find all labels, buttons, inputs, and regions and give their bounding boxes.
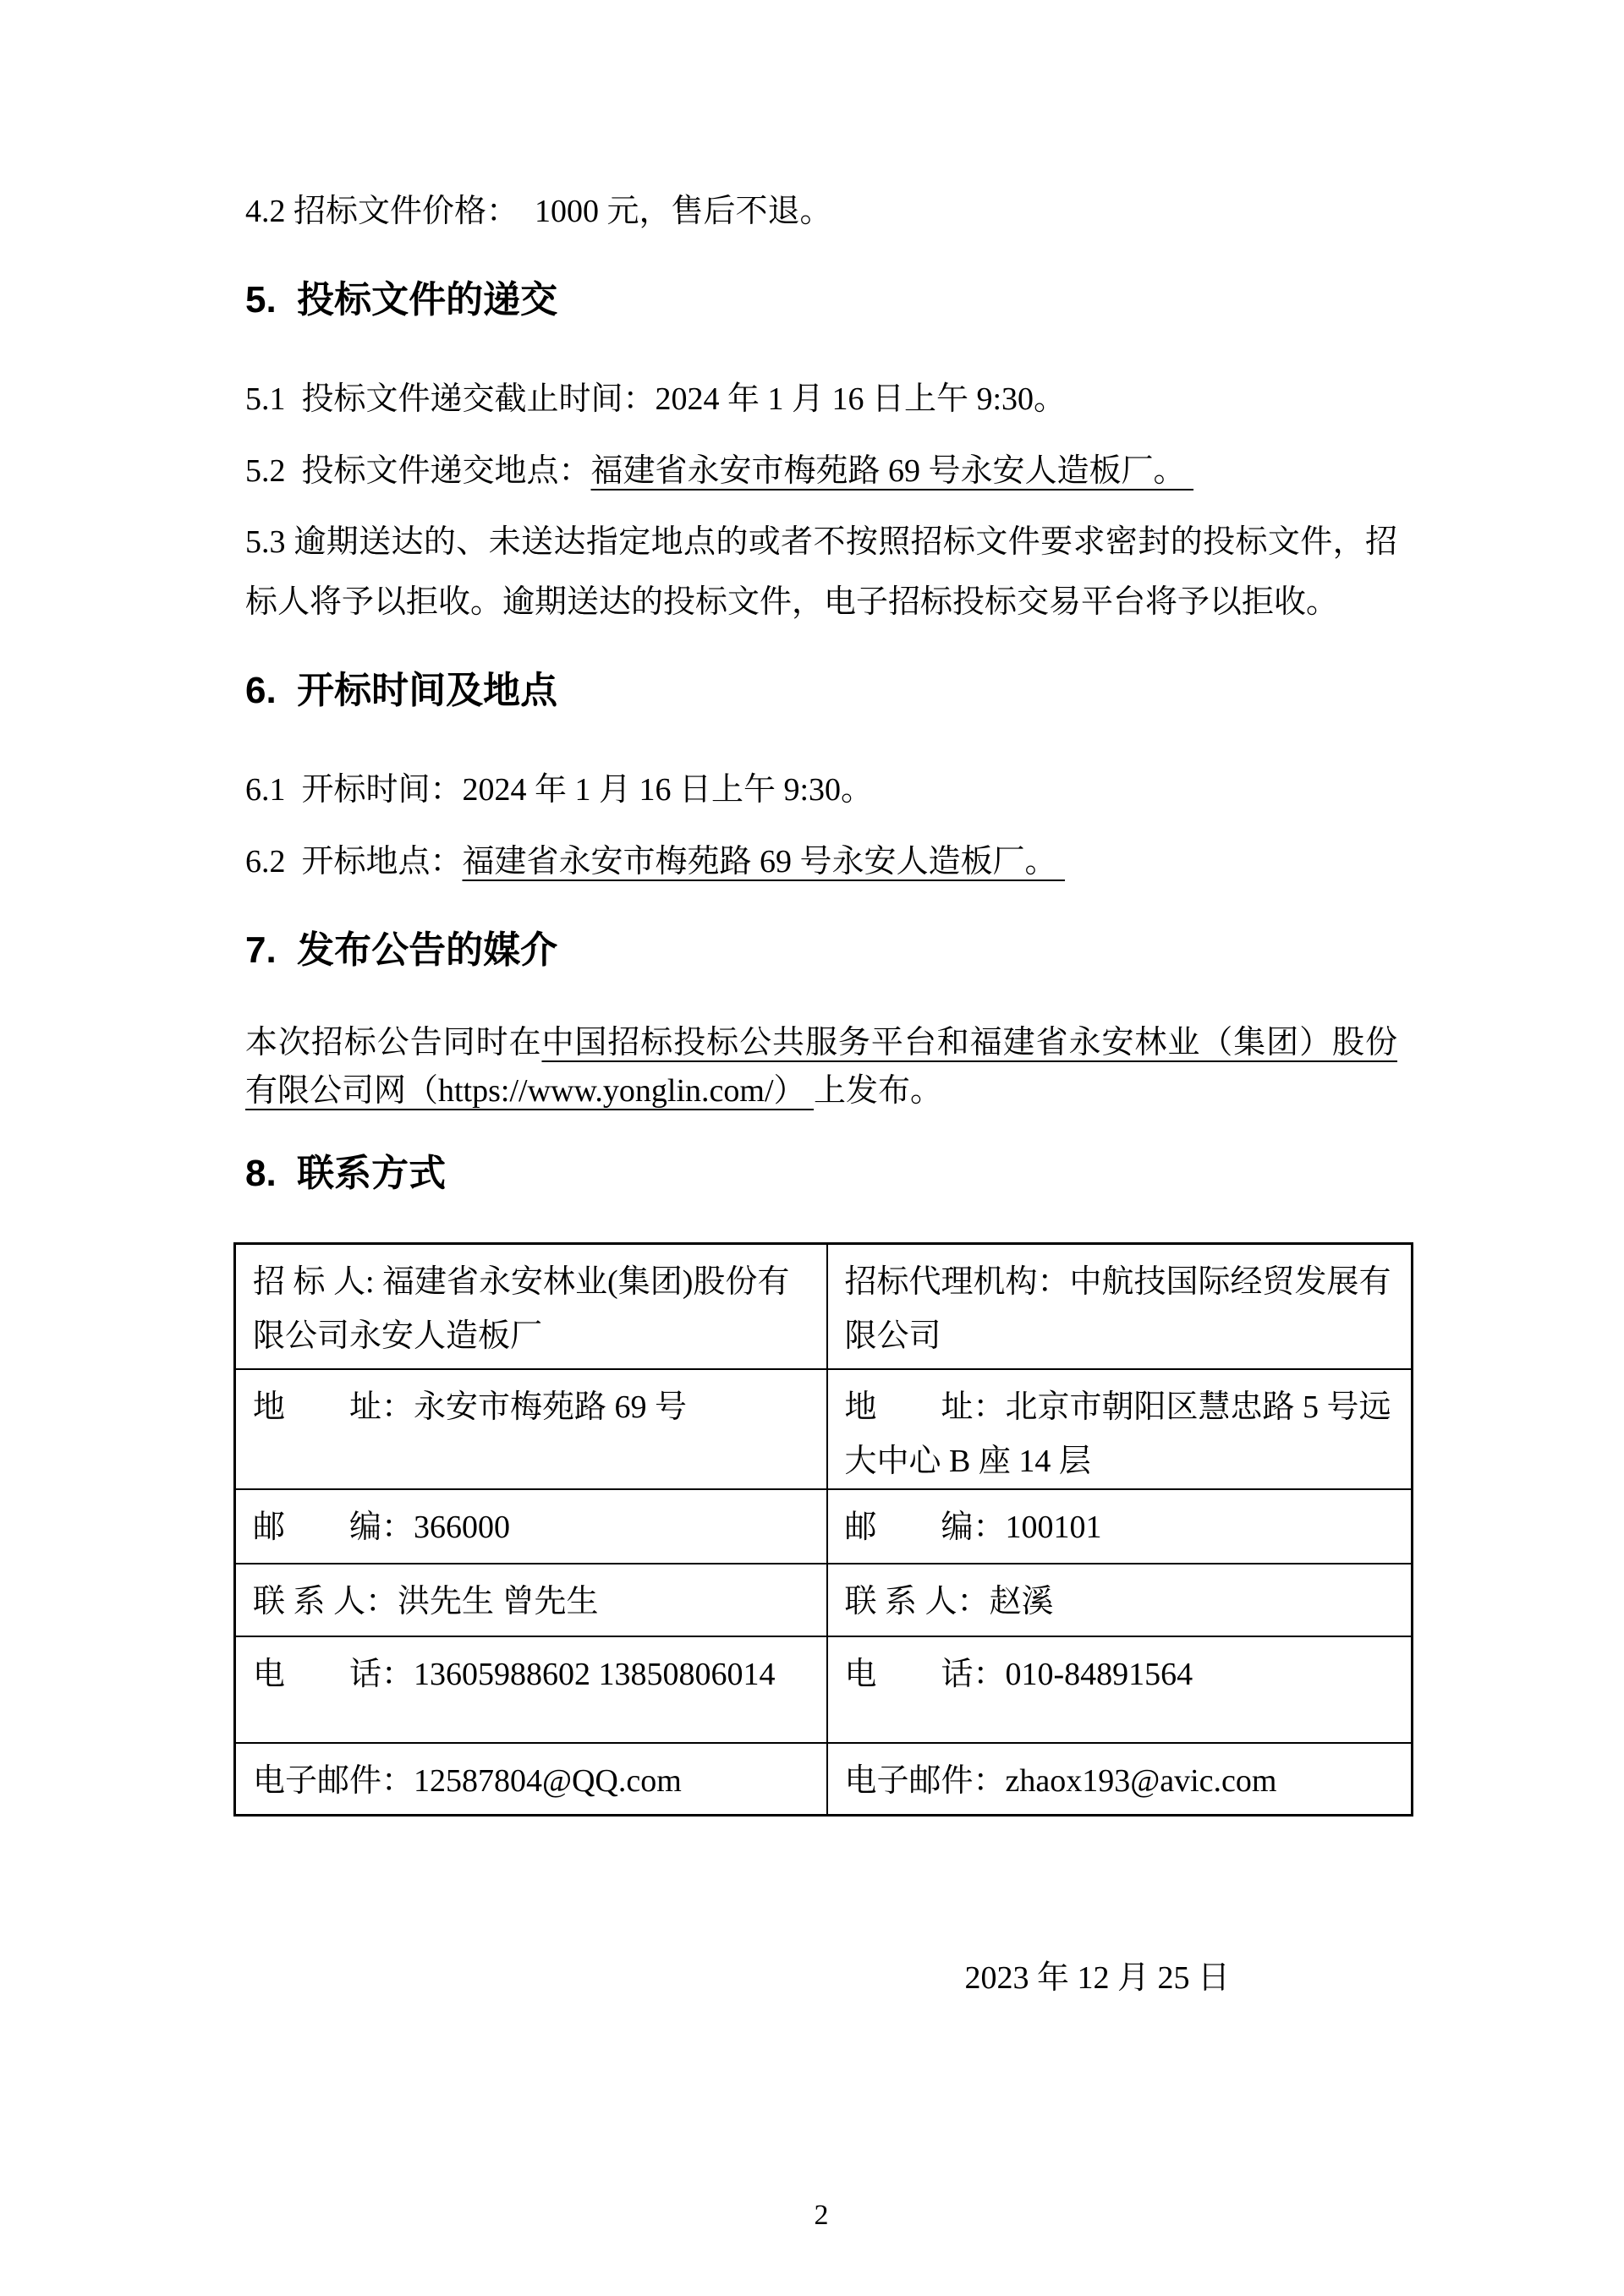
- clause-5-1: 5.1 投标文件递交截止时间：2024 年 1 月 16 日上午 9:30。: [245, 381, 1067, 417]
- bidder-name-cell: 招 标 人: 福建省永安林业(集团)股份有限公司永安人造板厂: [235, 1244, 827, 1369]
- clause-6-2-label: 6.2 开标地点：: [245, 844, 463, 879]
- table-row: [235, 1636, 1413, 1743]
- bidder-postcode-cell: 邮 编：366000: [235, 1489, 827, 1564]
- clause-6-2-address: 福建省永安市梅苑路 69 号永安人造板厂。: [462, 844, 1066, 879]
- agency-phone-cell: 电 话：010-84891564: [827, 1636, 1413, 1743]
- publish-media-prefix: 本次招标公告同时在: [245, 1025, 542, 1060]
- clause-6-2: [245, 831, 1397, 892]
- bidder-email-cell: 电子邮件：12587804@QQ.com: [235, 1743, 827, 1816]
- bidder-phone-cell: 电 话：13605988602 13850806014: [235, 1636, 827, 1743]
- section-7-heading: 7. 发布公告的媒介: [245, 929, 558, 971]
- table-row: [235, 1369, 1413, 1489]
- agency-contact-person-cell: 联 系 人：赵溪: [827, 1564, 1413, 1636]
- table-row: [235, 1489, 1413, 1564]
- section-6-heading: 6. 开标时间及地点: [245, 670, 558, 711]
- table-row: [235, 1564, 1413, 1636]
- clause-4-2: 4.2 招标文件价格： 1000 元，售后不退。: [245, 194, 832, 229]
- table-row: [235, 1244, 1413, 1369]
- clause-6-1: 6.1 开标时间：2024 年 1 月 16 日上午 9:30。: [245, 772, 874, 808]
- bidder-address-cell: 地 址：永安市梅苑路 69 号: [235, 1369, 827, 1489]
- publish-media-paragraph: [245, 1019, 1397, 1115]
- section-8-heading: 8. 联系方式: [245, 1153, 447, 1194]
- agency-postcode-cell: 邮 编：100101: [827, 1489, 1413, 1564]
- agency-email-cell: 电子邮件：zhaox193@avic.com: [827, 1743, 1413, 1816]
- clause-5-2: [245, 441, 1397, 501]
- bidder-contact-person-cell: 联 系 人：洪先生 曾先生: [235, 1564, 827, 1636]
- page-number: 2: [814, 2200, 829, 2231]
- clause-5-3: 5.3 逾期送达的、未送达指定地点的或者不按照招标文件要求密封的投标文件，招标人将予以拒收。逾期送达的投标文件，电子招标投标交易平台将予以拒收。: [245, 524, 1397, 620]
- agency-name-cell: 招标代理机构：中航技国际经贸发展有限公司: [827, 1244, 1413, 1369]
- publish-media-suffix: 上发布。: [814, 1073, 943, 1109]
- document-date: 2023 年 12 月 25 日: [964, 1960, 1230, 1996]
- section-5-heading: 5. 投标文件的递交: [245, 279, 558, 321]
- agency-address-cell: 地 址：北京市朝阳区慧忠路 5 号远大中心 B 座 14 层: [827, 1369, 1413, 1489]
- table-row: [235, 1743, 1413, 1816]
- clause-5-2-address: 福建省永安市梅苑路 69 号永安人造板厂。: [590, 453, 1194, 489]
- publish-media-platforms: 中国招标投标公共服务平台和福建省永安林业（集团）股份有限公司网（https://www.yonglin.com/）: [245, 1025, 1397, 1109]
- clause-5-2-label: 5.2 投标文件递交地点：: [245, 453, 591, 489]
- contact-table: [233, 1242, 1413, 1817]
